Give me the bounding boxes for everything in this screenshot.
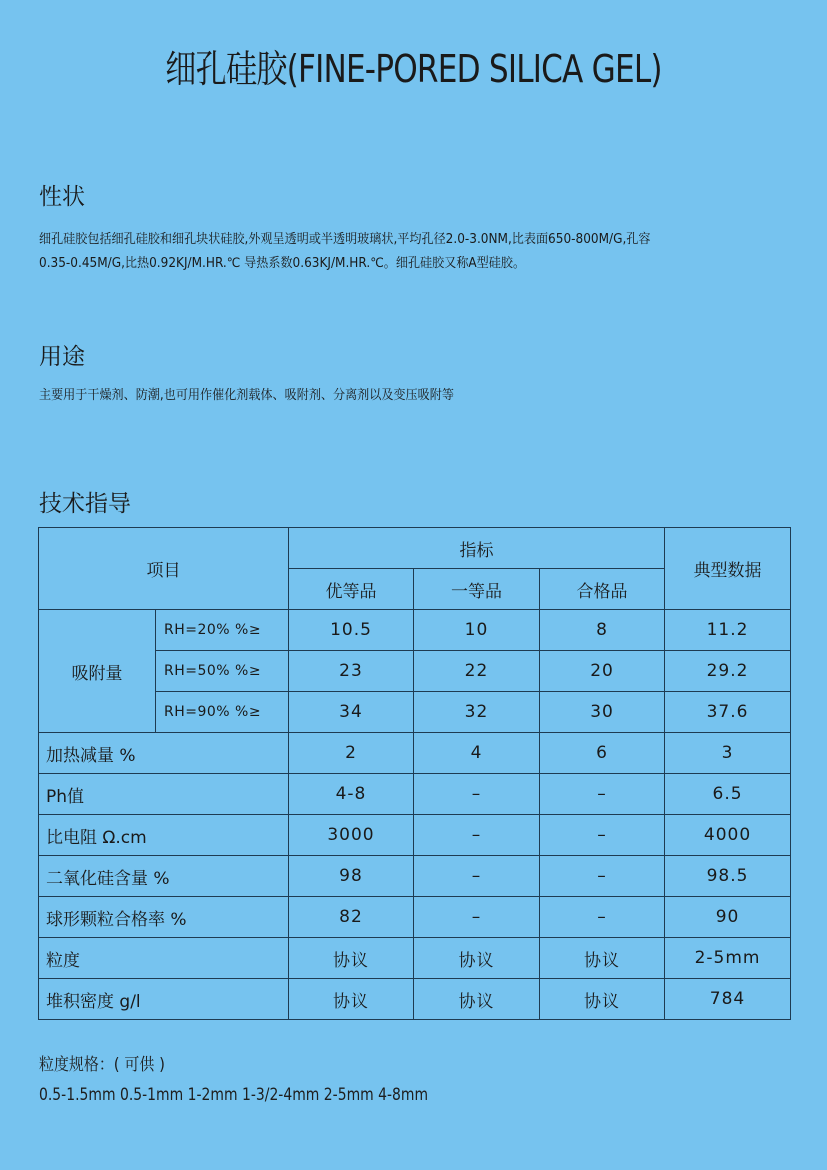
properties-heading: 性状 — [39, 184, 85, 210]
table-cell: 784 — [665, 979, 791, 1020]
table-cell: 6.5 — [665, 774, 791, 815]
table-cell: 4000 — [665, 815, 791, 856]
table-row — [39, 733, 791, 774]
rh-condition: RH=50% %≥ — [156, 651, 289, 692]
row-label: Ph值 — [39, 774, 289, 815]
header-typical: 典型数据 — [665, 528, 791, 610]
table-cell: 11.2 — [665, 610, 791, 651]
table-cell: – — [414, 774, 540, 815]
table-cell: 2 — [289, 733, 414, 774]
table-cell: 98 — [289, 856, 414, 897]
header-grade-qualified: 合格品 — [540, 569, 665, 610]
table-row — [39, 856, 791, 897]
table-row — [39, 610, 791, 651]
properties-line: 0.35-0.45M/G,比热0.92KJ/M.HR.℃ 导热系数0.63KJ/M.HR.℃。细孔硅胶又称A型硅胶。 — [39, 256, 526, 271]
table-cell: 协议 — [289, 938, 414, 979]
table-cell: 8 — [540, 610, 665, 651]
size-spec-values: 0.5-1.5mm 0.5-1mm 1-2mm 1-3/2-4mm 2-5mm 4-8mm — [39, 1085, 429, 1105]
table-cell: 协议 — [540, 979, 665, 1020]
properties-paragraph — [39, 228, 746, 276]
row-label: 粒度 — [39, 938, 289, 979]
uses-heading: 用途 — [39, 344, 85, 370]
table-cell: – — [414, 815, 540, 856]
table-cell: 6 — [540, 733, 665, 774]
tech-heading: 技术指导 — [39, 491, 131, 517]
table-cell: 23 — [289, 651, 414, 692]
rh-condition: RH=90% %≥ — [156, 692, 289, 733]
table-cell: 30 — [540, 692, 665, 733]
size-spec-label: 粒度规格：( 可供 ) — [39, 1055, 165, 1075]
table-row — [39, 897, 791, 938]
row-label: 比电阻 Ω.cm — [39, 815, 289, 856]
table-cell: 98.5 — [665, 856, 791, 897]
table-cell: 协议 — [414, 938, 540, 979]
table-cell: – — [414, 856, 540, 897]
table-cell: 2-5mm — [665, 938, 791, 979]
table-cell: – — [540, 815, 665, 856]
table-row — [39, 938, 791, 979]
table-cell: 协议 — [414, 979, 540, 1020]
properties-line: 细孔硅胶包括细孔硅胶和细孔块状硅胶,外观呈透明或半透明玻璃状,平均孔径2.0-3.0NM,比表面650-800M/G,孔容 — [39, 232, 651, 247]
header-grade-first: 一等品 — [414, 569, 540, 610]
table-cell: 22 — [414, 651, 540, 692]
table-cell: 37.6 — [665, 692, 791, 733]
row-label: 二氧化硅含量 % — [39, 856, 289, 897]
row-label: 加热减量 % — [39, 733, 289, 774]
table-header-row — [39, 528, 791, 569]
header-item: 项目 — [39, 528, 289, 610]
table-cell: 4 — [414, 733, 540, 774]
table-cell: 协议 — [289, 979, 414, 1020]
table-row — [39, 815, 791, 856]
table-cell: – — [414, 897, 540, 938]
table-cell: 3 — [665, 733, 791, 774]
adsorption-label: 吸附量 — [39, 610, 156, 733]
table-cell: 32 — [414, 692, 540, 733]
rh-condition: RH=20% %≥ — [156, 610, 289, 651]
table-cell: – — [540, 897, 665, 938]
table-cell: – — [540, 856, 665, 897]
row-label: 球形颗粒合格率 % — [39, 897, 289, 938]
uses-paragraph: 主要用于干燥剂、防潮,也可用作催化剂载体、吸附剂、分离剂以及变压吸附等 — [39, 388, 454, 403]
page-title: 细孔硅胶(FINE-PORED SILICA GEL) — [165, 47, 662, 91]
table-cell: 82 — [289, 897, 414, 938]
table-cell: 4-8 — [289, 774, 414, 815]
table-cell: 协议 — [540, 938, 665, 979]
row-label: 堆积密度 g/l — [39, 979, 289, 1020]
table-cell: 29.2 — [665, 651, 791, 692]
table-cell: 20 — [540, 651, 665, 692]
table-cell: 34 — [289, 692, 414, 733]
spec-table — [38, 527, 791, 1020]
header-grade-superior: 优等品 — [289, 569, 414, 610]
table-row — [39, 774, 791, 815]
table-cell: 90 — [665, 897, 791, 938]
table-cell: 3000 — [289, 815, 414, 856]
table-row — [39, 979, 791, 1020]
table-cell: 10 — [414, 610, 540, 651]
table-cell: – — [540, 774, 665, 815]
header-index: 指标 — [289, 528, 665, 569]
table-cell: 10.5 — [289, 610, 414, 651]
